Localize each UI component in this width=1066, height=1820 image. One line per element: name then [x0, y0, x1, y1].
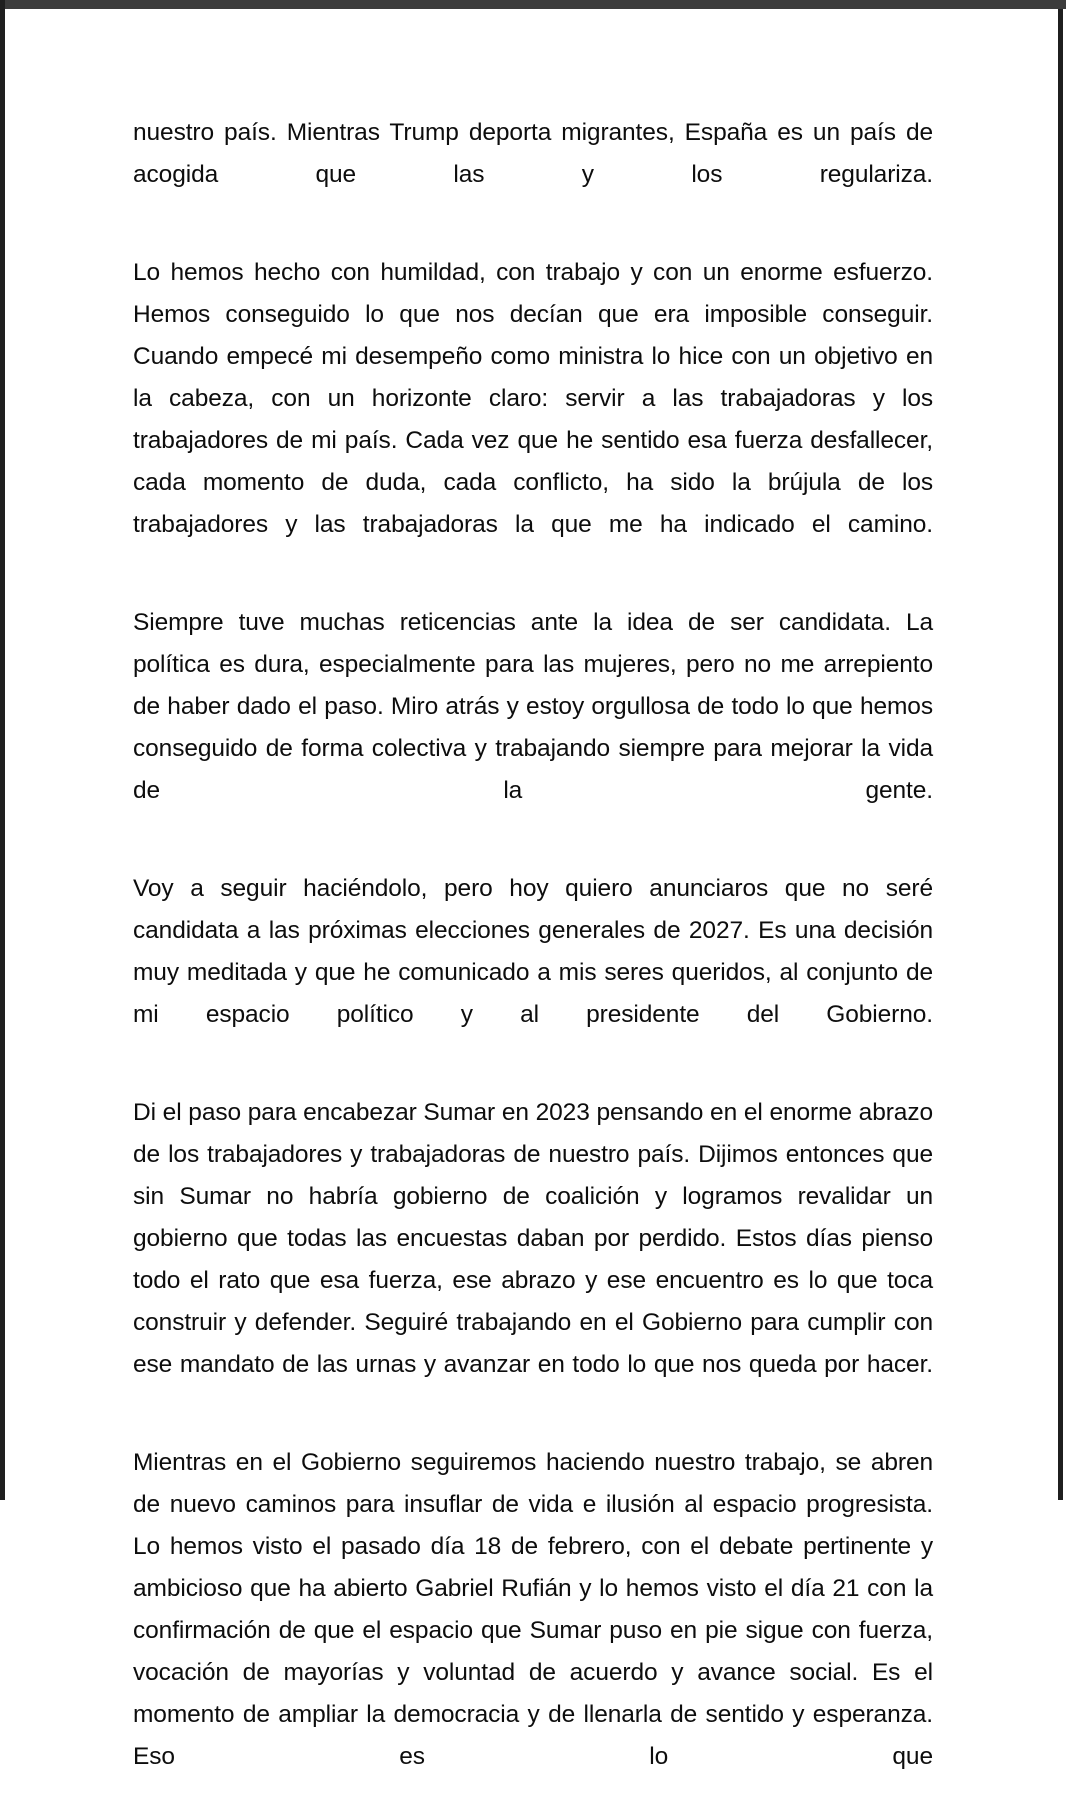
document-paragraph: Voy a seguir haciéndolo, pero hoy quiero anunciaros que no seré candidata a las próximas elecciones generales de 2027. Es una decisión muy meditada y que he comunicado a mis seres queridos, al conjunto de mi espacio político y al presidente del Gobierno.	[133, 875, 933, 1028]
viewer-right-edge	[1058, 9, 1063, 1500]
document-paragraph: Di el paso para encabezar Sumar en 2023 pensando en el enorme abrazo de los trabajadores y trabajadoras de nuestro país. Dijimos entonces que sin Sumar no habría gobierno de coalición y logramos revalidar un gobierno que todas las encuestas daban por perdido. Estos días pienso todo el rato que esa fuerza, ese abrazo y ese encuentro es lo que toca construir y defender. Seguiré trabajando en el Gobierno para cumplir con ese mandato de las urnas y avanzar en todo lo que nos queda por hacer.	[133, 1099, 933, 1378]
viewer-left-edge	[0, 0, 5, 1500]
document-paragraph: Siempre tuve muchas reticencias ante la idea de ser candidata. La política es dura, especialmente para las mujeres, pero no me arrepiento de haber dado el paso. Miro atrás y estoy orgullosa de todo lo que hemos conseguido de forma colectiva y trabajando siempre para mejorar la vida de la gente.	[133, 609, 933, 804]
document-paragraph: Mientras en el Gobierno seguiremos haciendo nuestro trabajo, se abren de nuevo caminos para insuflar de vida e ilusión al espacio progresista. Lo hemos visto el pasado día 18 de febrero, con el debate pertinente y ambicioso que ha abierto Gabriel Rufián y lo hemos visto el día 21 con la confirmación de que el espacio que Sumar puso en pie sigue con fuerza, vocación de mayorías y voluntad de acuerdo y avance social. Es el momento de ampliar la democracia y de llenarla de sentido y esperanza. Eso es lo que	[133, 1449, 933, 1770]
document-paragraph: Lo hemos hecho con humildad, con trabajo y con un enorme esfuerzo. Hemos conseguido lo que nos decían que era imposible conseguir. Cuando empecé mi desempeño como ministra lo hice con un objetivo en la cabeza, con un horizonte claro: servir a las trabajadoras y los trabajadores de mi país. Cada vez que he sentido esa fuerza desfallecer, cada momento de duda, cada conflicto, ha sido la brújula de los trabajadores y las trabajadoras la que me ha indicado el camino.	[133, 259, 933, 538]
document-text-body	[133, 112, 933, 1820]
viewer-top-bar	[0, 0, 1066, 9]
document-paragraph: nuestro país. Mientras Trump deporta migrantes, España es un país de acogida que las y los regulariza.	[133, 119, 933, 188]
